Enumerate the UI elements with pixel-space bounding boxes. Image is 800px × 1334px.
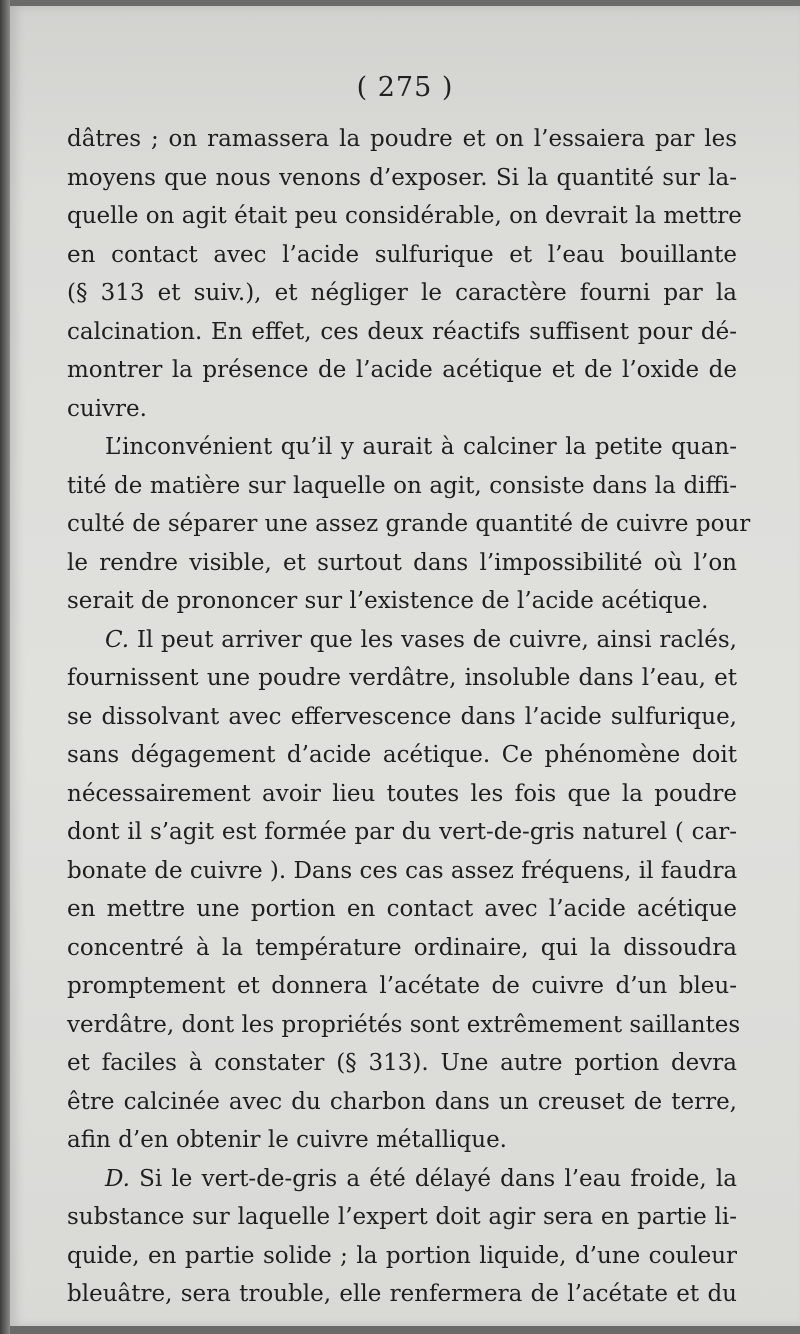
text-line: et faciles à constater (§ 313). Une autre portion devra — [67, 1050, 737, 1076]
text-line: moyens que nous venons d’exposer. Si la quantité sur la- — [67, 164, 737, 191]
text-line: bleuâtre, sera trouble, elle renfermera de l’acétate et du — [67, 1281, 737, 1307]
paragraph — [67, 1160, 737, 1314]
text-line: bonate de cuivre ). Dans ces cas assez fréquens, il faudra — [67, 857, 738, 884]
text-line: promptement et donnera l’acétate de cuivre d’un bleu- — [67, 973, 737, 999]
text-line: calcination. En effet, ces deux réactifs suffisent pour dé- — [67, 318, 737, 345]
section-letter: C. — [105, 626, 130, 653]
text-line: (§ 313 et suiv.), et négliger le caractère fourni par la — [67, 280, 737, 306]
text-line — [67, 621, 737, 660]
text-line: quide, en partie solide ; la portion liquide, d’une couleur — [67, 1242, 737, 1269]
text-line: montrer la présence de l’acide acétique et de l’oxide de — [67, 357, 737, 383]
text-line: en mettre une portion en contact avec l’acide acétique — [67, 896, 737, 922]
text-line: verdâtre, dont les propriétés sont extrêmement saillantes — [67, 1011, 741, 1038]
section-letter: D. — [105, 1165, 130, 1192]
text-line: nécessairement avoir lieu toutes les fois que la poudre — [67, 780, 737, 807]
paragraph — [67, 621, 741, 1160]
text-line: fournissent une poudre verdâtre, insoluble dans l’eau, et — [67, 665, 737, 691]
text-line: le rendre visible, et surtout dans l’impossibilité où l’on — [67, 549, 737, 576]
book-gutter-edge — [0, 0, 10, 1334]
text-line: en contact avec l’acide sulfurique et l’eau bouillante — [67, 241, 737, 268]
text-line: être calcinée avec du charbon dans un creuset de terre, — [67, 1088, 737, 1115]
text-line-content: Il peut arriver que les vases de cuivre, ainsi raclés, — [129, 626, 737, 653]
text-line: cuivre. — [67, 395, 147, 422]
text-line: serait de prononcer sur l’existence de l’acide acétique. — [67, 588, 709, 614]
text-line: sans dégagement d’acide acétique. Ce phénomène doit — [67, 742, 737, 768]
text-line — [67, 1160, 737, 1199]
text-line: culté de séparer une assez grande quantité de cuivre pour — [67, 511, 751, 537]
text-line: tité de matière sur laquelle on agit, consiste dans la diffi- — [67, 472, 737, 499]
text-line: dâtres ; on ramassera la poudre et on l’essaiera par les — [67, 126, 737, 152]
page-body — [67, 120, 751, 1314]
page-number: ( 275 ) — [356, 72, 454, 103]
text-line: L’inconvénient qu’il y aurait à calciner la petite quan- — [105, 434, 737, 460]
text-line: substance sur laquelle l’expert doit agir sera en partie li- — [67, 1204, 737, 1230]
text-line: concentré à la température ordinaire, qui la dissoudra — [67, 934, 737, 961]
paragraph — [67, 120, 742, 428]
text-line: dont il s’agit est formée par du vert-de-gris naturel ( car- — [67, 819, 737, 845]
text-line: se dissolvant avec effervescence dans l’acide sulfurique, — [67, 703, 737, 730]
text-line: quelle on agit était peu considérable, on devrait la mettre — [67, 203, 742, 229]
text-line-content: Si le vert-de-gris a été délayé dans l’eau froide, la — [129, 1165, 737, 1192]
text-line: afin d’en obtenir le cuivre métallique. — [67, 1127, 507, 1153]
book-page — [10, 6, 800, 1326]
paragraph — [67, 428, 751, 621]
